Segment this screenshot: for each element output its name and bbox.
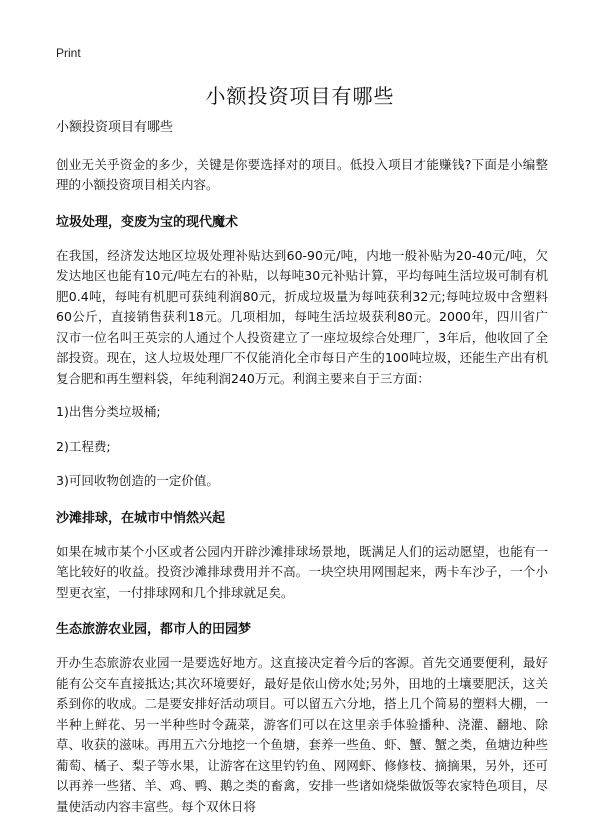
article-body [56, 118, 548, 830]
list-item: 1)出售分类垃圾桶; [56, 404, 161, 419]
print-label: Print [56, 46, 81, 60]
section-paragraph: 开办生态旅游农业园一是要选好地方。这直接决定着今后的客源。首先交通要便利，最好能有公交车直接抵达;其次环境要好，最好是依山傍水处;另外，田地的土壤要肥沃，这关系到你的收成。二是要安排好活动项目。可以留五六分地，搭上几个简易的塑料大棚，一半种上鲜花、另一半种些时令蔬菜，游客们可以在这里亲手体验播种、浇灌、翻地、除草、收获的滋味。再用五六分地挖一个鱼塘，套养一些鱼、虾、蟹、蟹之类，鱼塘边种些葡萄、橘子、梨子等水果，让游客在这里钓钓鱼、网网虾、修修枝、摘摘果，另外，还可以再养一些猪、羊、鸡、鸭、鹅之类的畜禽，安排一些诸如烧柴做饭等农家特色项目，尽量使活动内容丰富些。每个双休日将 [56, 655, 548, 814]
section-heading-volleyball: 沙滩排球，在城市中悄然兴起 [56, 510, 226, 526]
section-paragraph: 在我国，经济发达地区垃圾处理补贴达到60-90元/吨，内地一般补贴为20-40元/吨，欠发达地区也能有10元/吨左右的补贴，以每吨30元补贴计算，平均每吨生活垃圾可制有机肥0.4吨，每吨有机肥可获纯利润80元，折成垃圾量为每吨获利32元;每吨垃圾中含塑料60公斤，直接销售获利18元。几项相加，每吨生活垃圾获利80元。2000年，四川省广汉市一位名叫王英宗的人通过个人投资建立了一座垃圾综合处理厂，3年后，他收回了全部投资。现在，这人垃圾处理厂不仅能消化全市每日产生的100吨垃圾，还能生产出有机复合肥和再生塑料袋，年纯利润240万元。利润主要来自于三方面： [56, 247, 548, 386]
page-title: 小额投资项目有哪些 [205, 84, 395, 108]
list-item: 3)可回收物创造的一定价值。 [56, 473, 219, 488]
section-paragraph: 如果在城市某个小区或者公园内开辟沙滩排球场景地，既满足人们的运动愿望，也能有一笔比较好的收益。投资沙滩排球费用并不高。一块空块用网围起来，两卡车沙子，一个小型更衣室，一付排球网和几个排球就足矣。 [56, 543, 548, 600]
list-item: 2)工程费; [56, 438, 111, 454]
section-heading-eco-farm: 生态旅游农业园，都市人的田园梦 [56, 622, 252, 637]
intro-paragraph: 创业无关乎资金的多少，关键是你要选择对的项目。低投入项目才能赚钱?下面是小编整理的小额投资项目相关内容。 [56, 156, 548, 192]
article-subtitle: 小额投资项目有哪些 [56, 120, 174, 135]
section-heading-waste: 垃圾处理，变废为宝的现代魔术 [56, 214, 239, 230]
